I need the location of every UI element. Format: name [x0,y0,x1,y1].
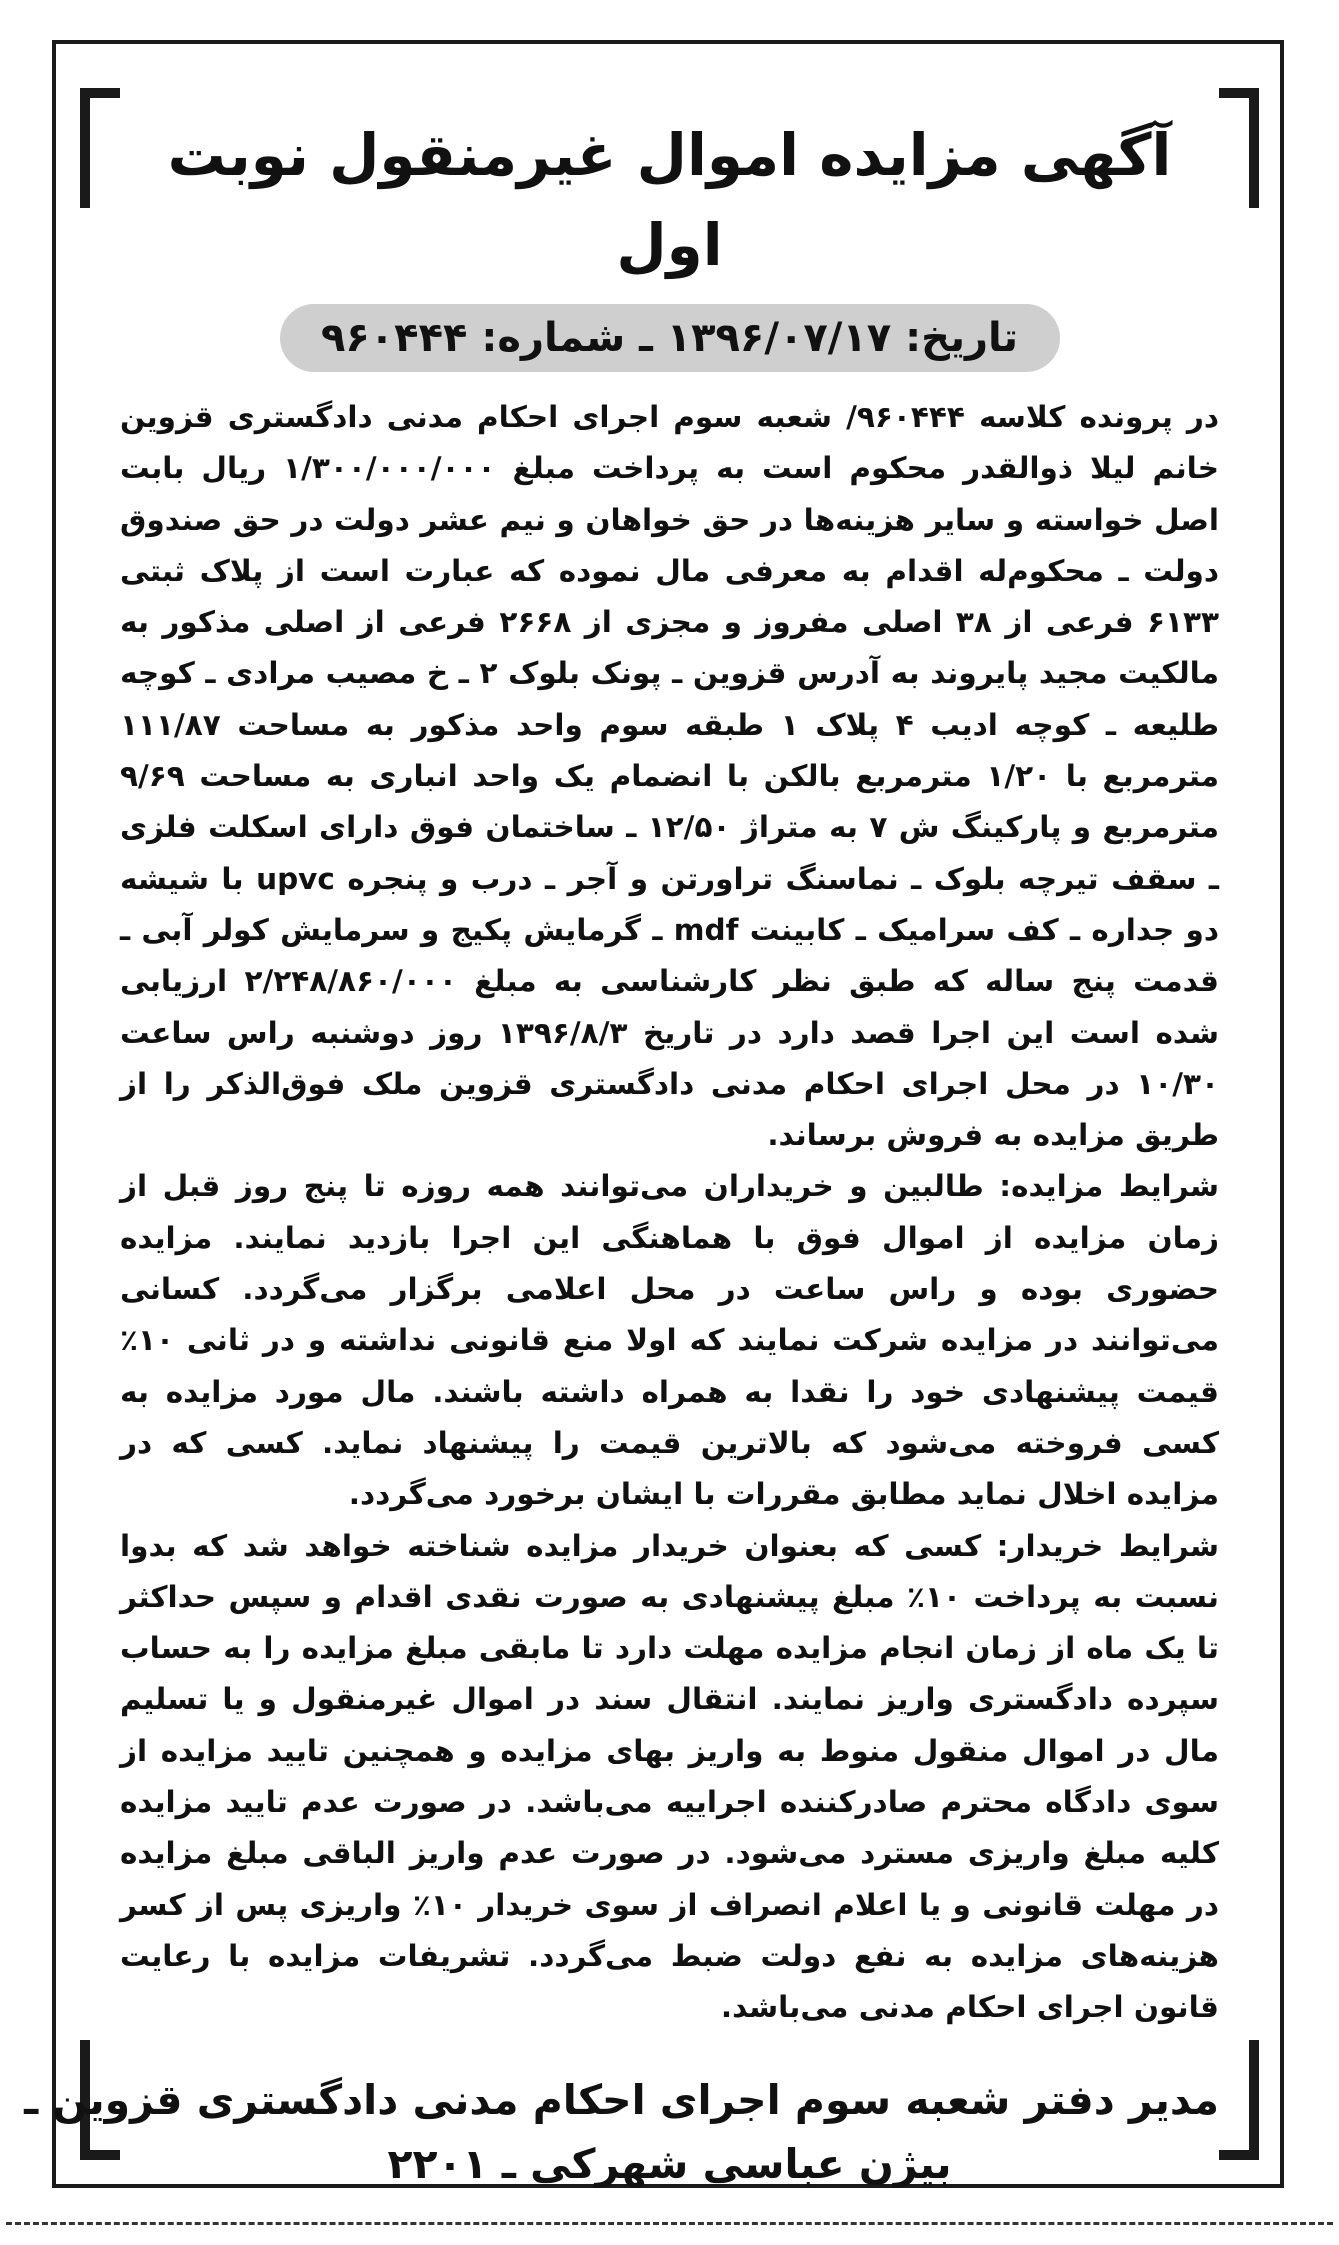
frame-corner-top-right [1219,88,1259,208]
buyer-conditions-paragraph: شرایط خریدار: کسی که بعنوان خریدار مزایده شناخته خواهد شد که بدوا نسبت به پرداخت ۱۰٪ مبلغ پیشنهادی به صورت نقدی اقدام و سپس حداکثر تا یک ماه از زمان انجام مزایده مهلت دارد تا مابقی مبلغ مزایده را به حساب سپرده دادگستری واریز نمایند. انتقال سند در اموال غیرمنقول و یا تسلیم مال در اموال منقول منوط به واریز بهای مزایده و همچنین تایید مزایده از سوی دادگاه محترم صادرکننده اجراییه می‌باشد. در صورت عدم تایید مزایده کلیه مبلغ واریزی مسترد می‌شود. در صورت عدم واریز الباقی مبلغ مزایده در مهلت قانونی و یا اعلام انصراف از سوی خریدار ۱۰٪ واریزی پس از کسر هزینه‌های مزایده به نفع دولت ضبط می‌گردد. تشریفات مزایده با رعایت قانون اجرای احکام مدنی می‌باشد. [120,1528,1220,2025]
signature-name: بیژن عباسی شهرکی ـ ۲۲۰۱ [387,2139,952,2188]
notice-body [120,392,1219,2034]
frame-corner-bottom-right [1219,2040,1259,2160]
dashed-cut-line [6,2222,1333,2225]
case-description-paragraph: در پرونده کلاسه ۹۶۰۴۴۴/ شعبه سوم اجرای احکام مدنی دادگستری قزوین خانم لیلا ذوالقدر محکوم است به پرداخت مبلغ ۱/۳۰۰/۰۰۰/۰۰۰ ریال بابت اصل خواسته و سایر هزینه‌ها در حق خواهان و نیم عشر دولت در حق صندوق دولت ـ محکوم‌له اقدام به معرفی مال نموده که عبارت است از پلاک ثبتی ۶۱۳۳ فرعی از ۳۸ اصلی مفروز و مجزی از ۲۶۶۸ فرعی از اصلی مذکور به مالکیت مجید پایروند به آدرس قزوین ـ پونک بلوک ۲ ـ خ مصیب مرادی ـ کوچه طلیعه ـ کوچه ادیب ۴ پلاک ۱ طبقه سوم واحد مذکور به مساحت ۱۱۱/۸۷ مترمربع با ۱/۲۰ مترمربع بالکن با انضمام یک واحد انباری به مساحت ۹/۶۹ مترمربع و پارکینگ ش ۷ به متراژ ۱۲/۵۰ ـ ساختمان فوق دارای اسکلت فلزی ـ سقف تیرچه بلوک ـ نماسنگ تراورتن و آجر ـ درب و پنجره upvc با شیشه دو جداره ـ کف سرامیک ـ کابینت mdf ـ گرمایش پکیج و سرمایش کولر آبی ـ قدمت پنج ساله که طبق نظر کارشناسی به مبلغ ۲/۲۴۸/۸۶۰/۰۰۰ ارزیابی شده است این اجرا قصد دارد در تاریخ ۱۳۹۶/۸/۳ روز دوشنبه راس ساعت ۱۰/۳۰ در محل اجرای احکام مدنی دادگستری قزوین ملک فوق‌الذکر را از طریق مزایده به فروش برساند. [120,400,1220,1153]
notice-content [24,110,1220,2196]
auction-conditions-paragraph: شرایط مزایده: طالبین و خریداران می‌توانند همه روزه تا پنج روز قبل از زمان مزایده از اموال فوق با هماهنگی این اجرا بازدید نمایند. مزایده حضوری بوده و راس ساعت در محل اعلامی برگزار می‌گردد. کسانی می‌توانند در مزایده شرکت نمایند که اولا منع قانونی نداشته و در ثانی ۱۰٪ قیمت پیشنهادی خود را نقدا به همراه داشته باشند. مال مورد مزایده به کسی فروخته می‌شود که بالاترین قیمت را پیشنهاد نماید. کسی که در مزایده اخلال نماید مطابق مقررات با ایشان برخورد می‌گردد. [120,1169,1219,1512]
date-number-badge: تاریخ: ۱۳۹۶/۰۷/۱۷ ـ شماره: ۹۶۰۴۴۴ [280,304,1060,372]
date-container [120,304,1219,372]
signature-title: مدیر دفتر شعبه سوم اجرای احکام مدنی دادگستری قزوین ـ [24,2075,1219,2124]
frame-corner-top-left [80,88,120,208]
signature-block [24,2068,1219,2196]
notice-title: آگهی مزایده اموال غیرمنقول نوبت اول [167,121,1172,279]
